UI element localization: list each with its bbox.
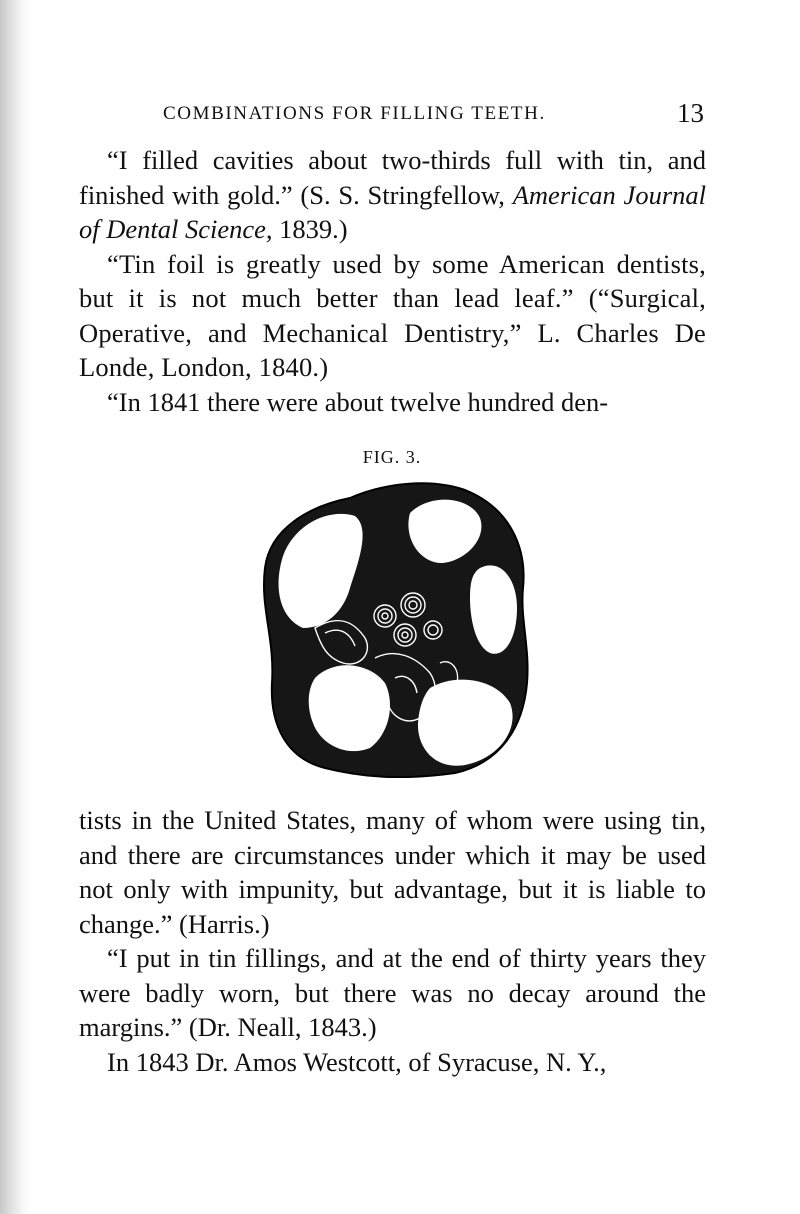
text-block-top [79,143,706,419]
paragraph-de-londe: “Tin foil is greatly used by some American dentists, but it is not much better than lead leaf.” (“Surgical, Operative, and Mechanical Dentistry,” L. Charles De Londe, London, 1840.) [79,248,706,382]
paragraph-harris-start: “In 1841 there were about twelve hundred den- [107,386,609,417]
page-header [163,98,708,132]
running-title: COMBINATIONS FOR FILLING TEETH. [163,103,546,124]
journal-title: American Journal of Dental Science, [79,179,706,244]
scan-binding-shadow [0,0,30,1214]
figure-caption: FIG. 3. [362,447,422,467]
paragraph-text: “I filled cavities about two-thirds full with tin, and finished with gold.” (S. S. Stringfellow, [79,145,706,210]
cusp-lower-right [418,680,513,766]
paragraph-text-end: 1839.) [272,214,348,244]
tooth-illustration [255,478,535,778]
paragraph-westcott: In 1843 Dr. Amos Westcott, of Syracuse, N. Y., [107,1046,607,1077]
paragraph-stringfellow [79,143,706,247]
text-block-bottom [79,803,706,1079]
page-number: 13 [677,98,704,128]
paragraph-harris-end: tists in the United States, many of whom were using tin, and there are circumstances under which it may be used not only with impunity, but advantage, but it is liable to change.” (Harris.) [79,805,706,939]
paragraph-neall: “I put in tin fillings, and at the end of thirty years they were badly worn, but there was no decay around the margins.” (Dr. Neall, 1843.) [79,943,706,1042]
